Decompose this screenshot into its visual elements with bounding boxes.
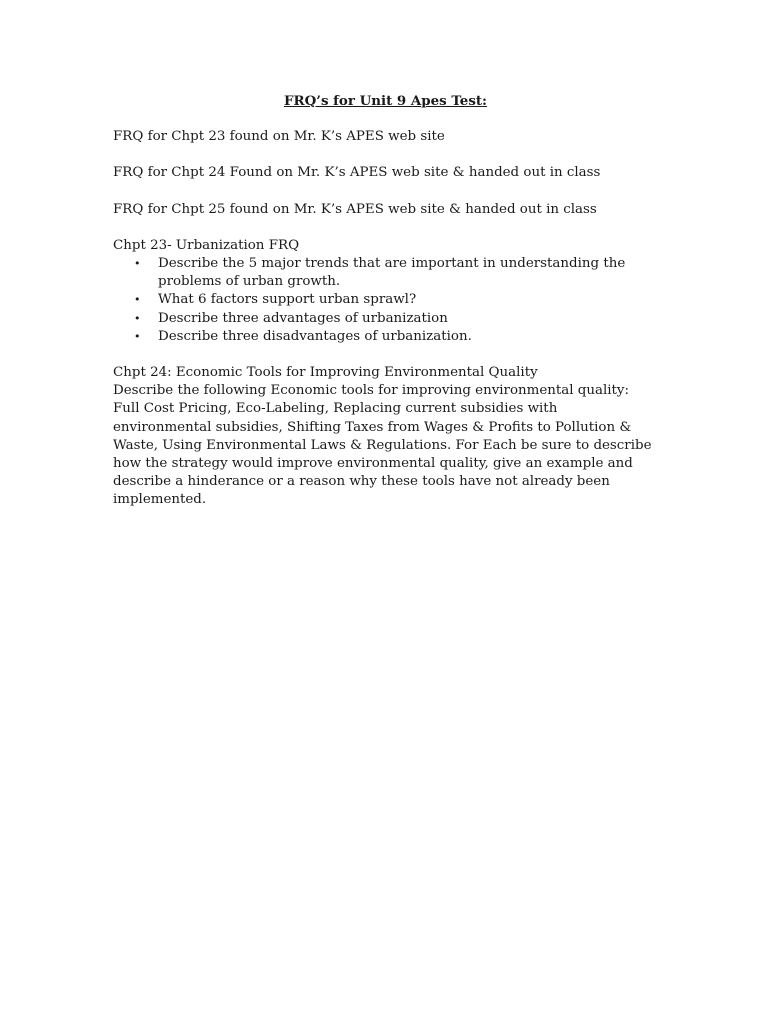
document-page — [113, 92, 658, 510]
list-item — [113, 291, 658, 309]
frq-line-chpt25: FRQ for Chpt 25 found on Mr. K’s APES web site & handed out in class — [113, 201, 597, 217]
document-title: FRQ’s for Unit 9 Apes Test: — [284, 93, 487, 109]
section-heading-economic-tools: Chpt 24: Economic Tools for Improving Environmental Quality — [113, 365, 538, 381]
urbanization-bullet-list — [113, 255, 658, 346]
frq-line-chpt23: FRQ for Chpt 23 found on Mr. K’s APES web site — [113, 129, 445, 145]
list-item — [113, 255, 658, 291]
list-item — [113, 328, 658, 346]
list-item-text: Describe three disadvantages of urbanization. — [158, 328, 472, 344]
bullet-icon: • — [134, 293, 141, 307]
list-item — [113, 310, 658, 328]
bullet-icon: • — [134, 257, 141, 271]
frq-line-chpt24: FRQ for Chpt 24 Found on Mr. K’s APES web site & handed out in class — [113, 165, 601, 181]
list-item-text: What 6 factors support urban sprawl? — [158, 292, 417, 308]
list-item-text: Describe the 5 major trends that are important in understanding the problems of urban growth. — [158, 256, 626, 290]
section-body-economic-tools: Describe the following Economic tools for improving environmental quality: Full Cost Pricing, Eco-Labeling, Replacing current subsidies with environmental subsidies, Shifting Taxes from Wages & Profits to Pollution & Waste, Using Environmental Laws & Regulations. For Each be sure to describe how the strategy would improve environmental quality, give an example and describe a hinderance or a reason why these tools have not already been implemented. — [113, 383, 652, 508]
bullet-icon: • — [134, 329, 141, 343]
bullet-icon: • — [134, 311, 141, 325]
list-item-text: Describe three advantages of urbanization — [158, 310, 448, 326]
section-heading-urbanization: Chpt 23- Urbanization FRQ — [113, 237, 300, 253]
